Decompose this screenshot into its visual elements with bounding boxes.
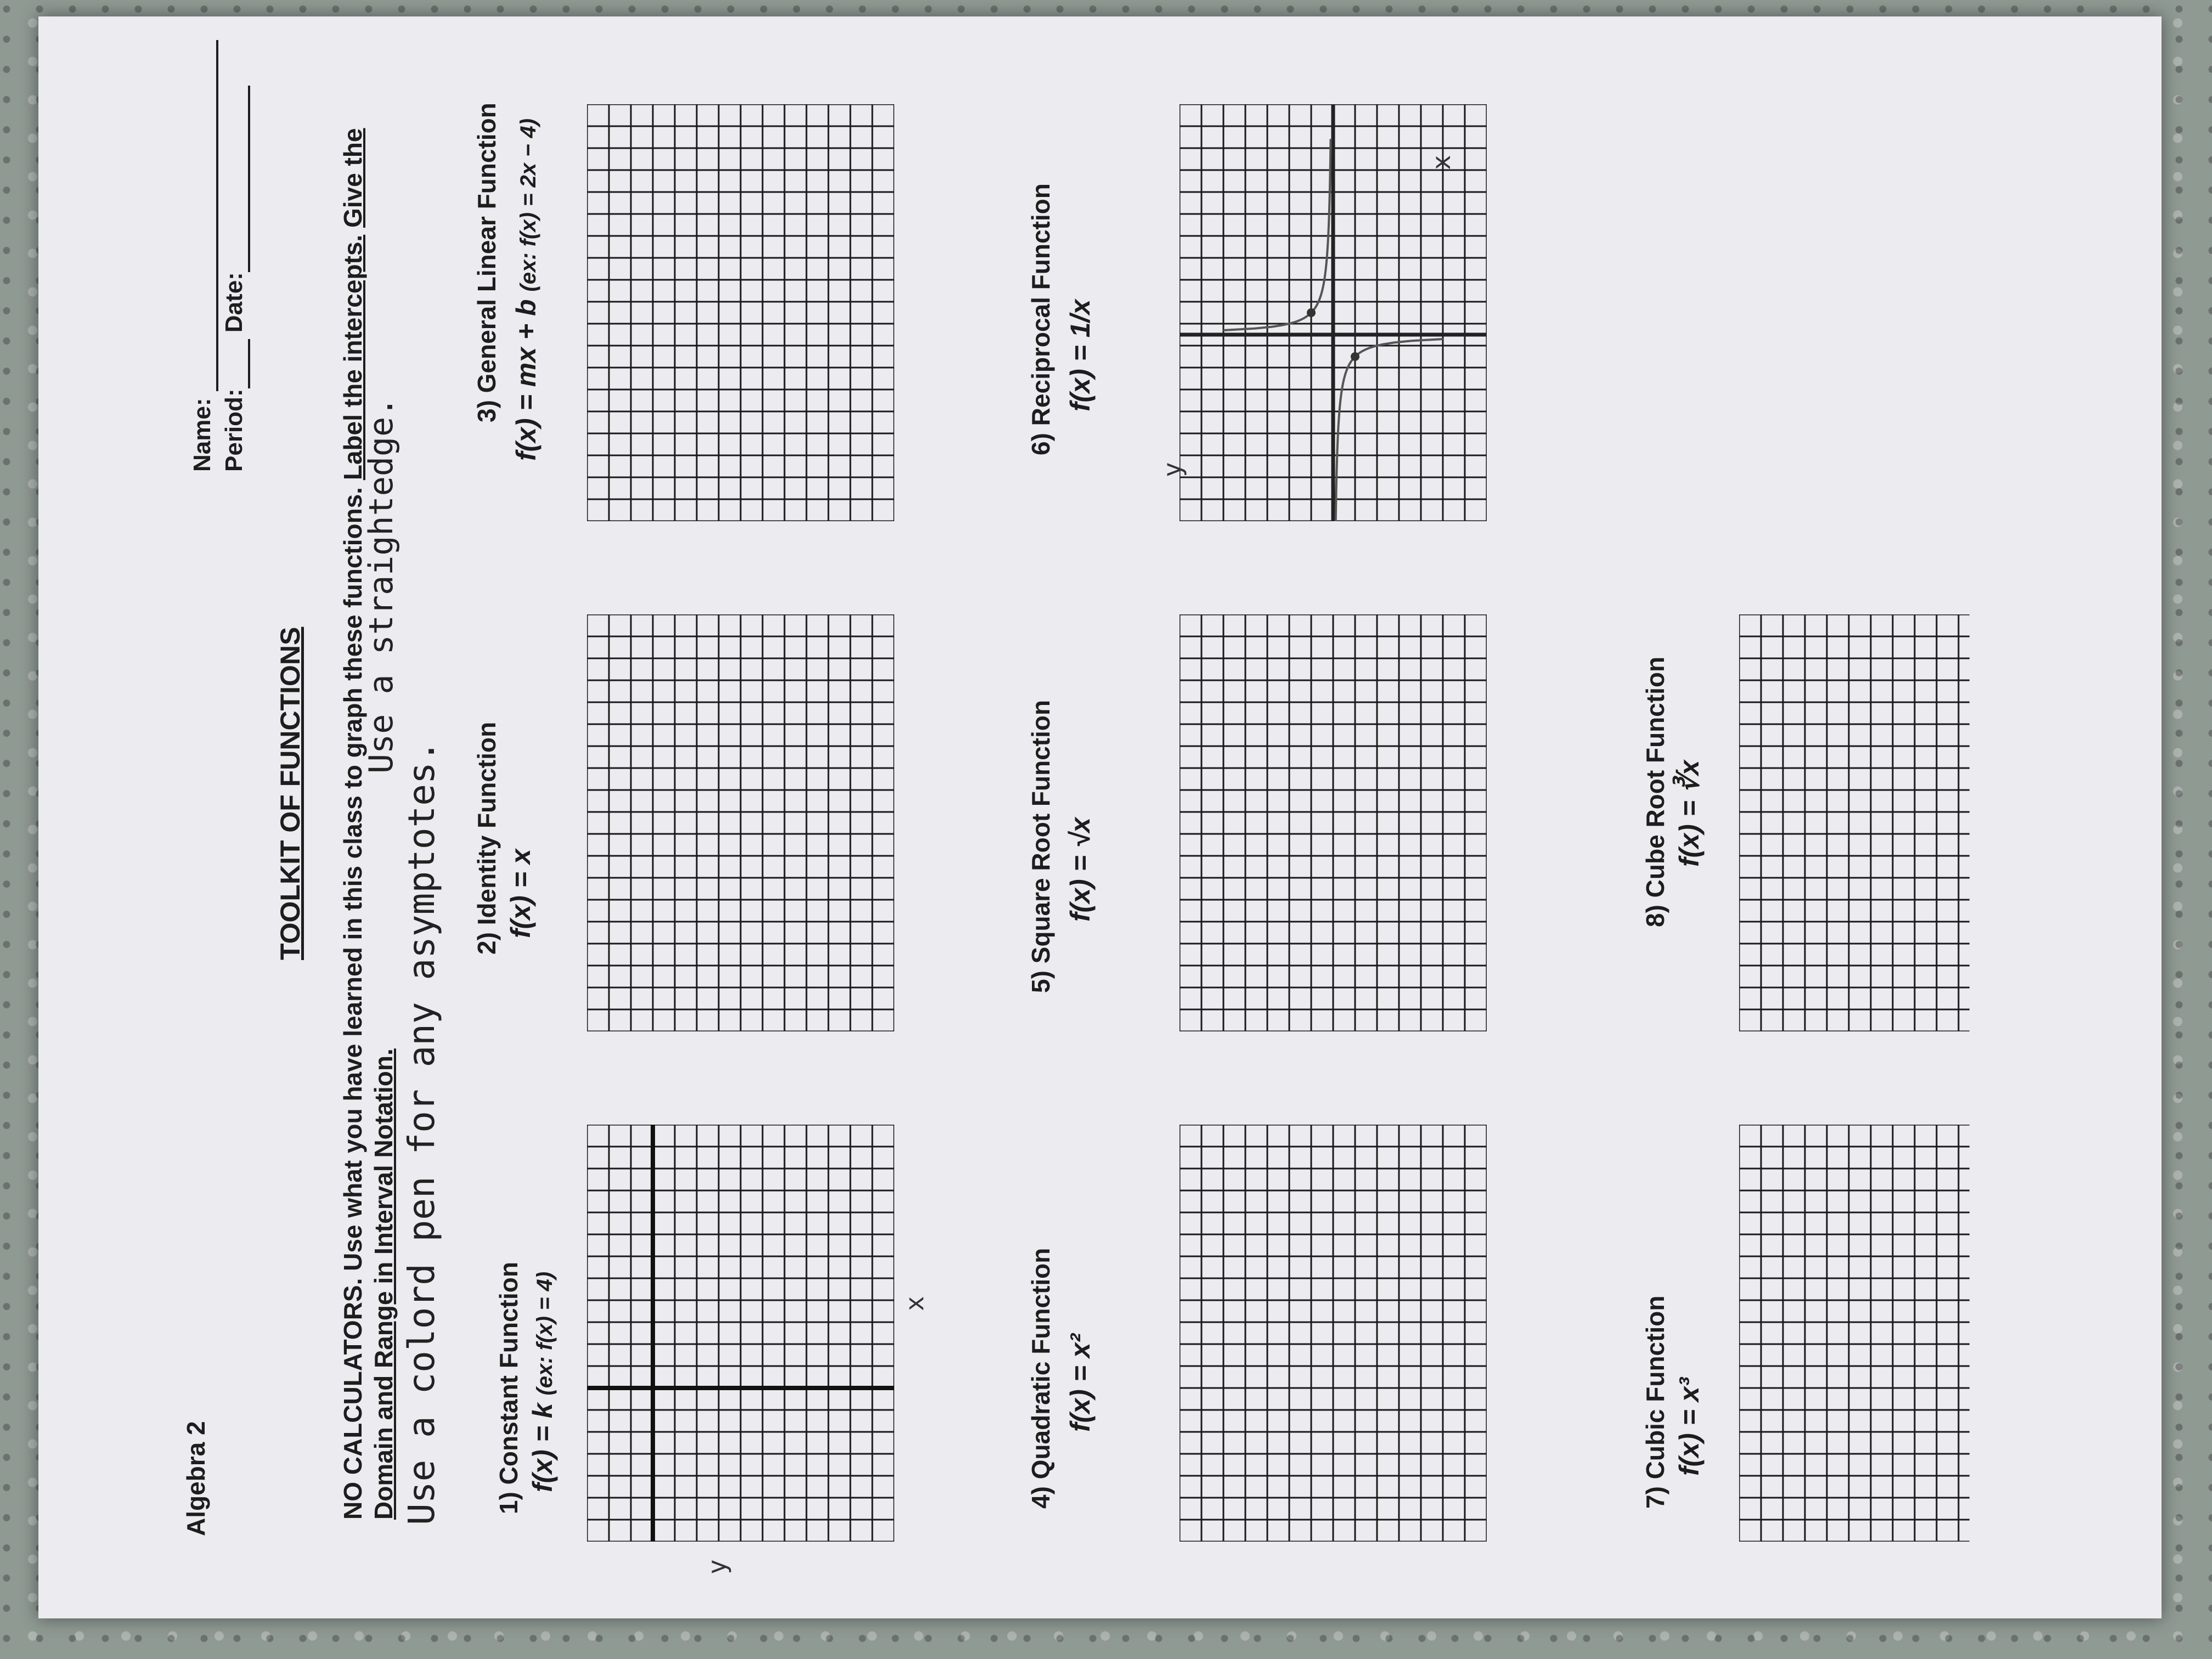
function-4-formula: f(x) = x² [1065, 1333, 1096, 1432]
graph-grid-2 [587, 614, 894, 1031]
function-8-formula: f(x) = ∛x [1674, 760, 1705, 867]
function-7-label: 7) Cubic Function [1641, 1295, 1669, 1509]
function-7-formula: f(x) = x³ [1674, 1377, 1705, 1476]
name-blank[interactable] [192, 40, 218, 391]
graph-grid-5 [1180, 614, 1487, 1031]
instructions-part2: Label the intercepts. [338, 234, 367, 481]
function-1-formula: f(x) = k (ex: f(x) = 4) [527, 1271, 558, 1492]
instructions [337, 38, 399, 1520]
graph-6-curve-q3 [1335, 339, 1443, 521]
date-blank[interactable] [226, 86, 250, 272]
graph-6-x-label: x [1426, 155, 1456, 170]
instructions-part1: NO CALCULATORS. Use what you have learned in this class to graph these functions. [338, 487, 367, 1520]
graph-grid-4 [1180, 1125, 1487, 1542]
period-blank[interactable] [226, 339, 250, 388]
function-4-label: 4) Quadratic Function [1026, 1248, 1055, 1509]
name-label: Name: [189, 398, 216, 472]
handwritten-straightedge-note: Use a straightedge. [362, 397, 400, 774]
graph-grid-8 [1739, 614, 1970, 1031]
graph-1-x-label: x [900, 1296, 929, 1311]
function-6-label: 6) Reciprocal Function [1026, 183, 1055, 455]
graph-grid-3 [587, 104, 894, 521]
function-1-label: 1) Constant Function [494, 1262, 523, 1514]
instructions-part3: Give the Domain and Range in Interval Notation. [338, 128, 398, 1520]
function-3-label: 3) General Linear Function [472, 103, 501, 422]
date-label: Date: [221, 272, 247, 333]
student-info-block [187, 40, 250, 472]
graph-grid-7 [1739, 1125, 1970, 1542]
worksheet-title: TOOLKIT OF FUNCTIONS [275, 627, 306, 960]
function-8-label: 8) Cube Root Function [1641, 656, 1669, 927]
function-6-formula: f(x) = 1/x [1065, 299, 1096, 411]
period-label: Period: [221, 388, 247, 472]
graph-6-point [1307, 308, 1316, 317]
function-5-label: 5) Square Root Function [1026, 699, 1055, 993]
graph-1-y-label: y [702, 1559, 732, 1575]
function-5-formula: f(x) = √x [1065, 817, 1096, 922]
graph-6-y-label: y [1158, 462, 1187, 477]
function-2-label: 2) Identity Function [472, 721, 501, 955]
worksheet-content [121, 5, 2212, 1596]
handwritten-pen-note: Use a colord pen for any asymptotes. [400, 740, 443, 1525]
function-2-formula: f(x) = x [505, 849, 536, 938]
course-title: Algebra 2 [182, 1421, 210, 1536]
graph-6-point [1351, 352, 1359, 361]
function-3-formula: f(x) = mx + b (ex: f(x) = 2x − 4) [511, 118, 541, 461]
graph-grid-1 [587, 1125, 894, 1542]
worksheet-paper [38, 16, 2162, 1618]
